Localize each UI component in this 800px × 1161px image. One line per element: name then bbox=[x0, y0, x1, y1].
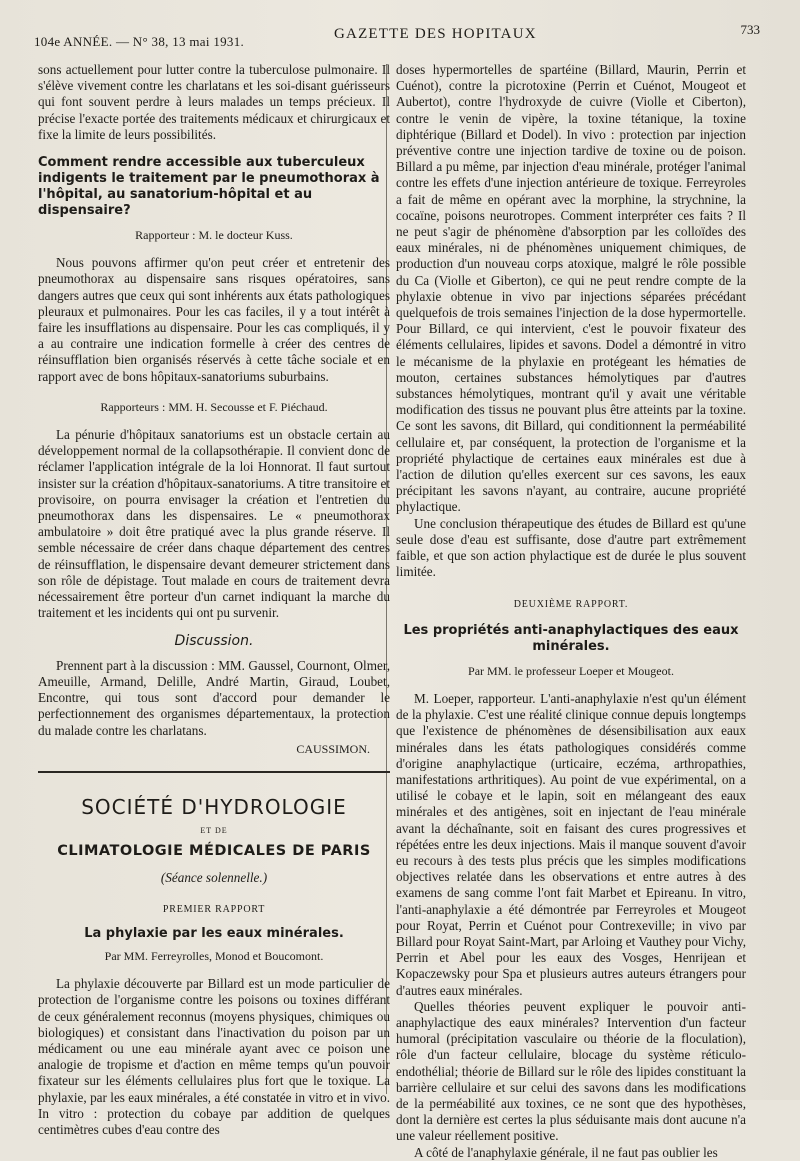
section-rule bbox=[38, 771, 390, 773]
section-heading: La phylaxie par les eaux minérales. bbox=[84, 925, 344, 941]
report-label: PREMIER RAPPORT bbox=[162, 903, 266, 915]
session-label: (Séance solennelle.) bbox=[160, 869, 268, 885]
paragraph: A côté de l'anaphylaxie générale, il ne faut pas oublier les bbox=[414, 1144, 718, 1160]
authors-line: Par MM. Ferreyrolles, Monod et Boucomont. bbox=[104, 948, 324, 963]
paragraph: M. Loeper, rapporteur. L'anti-anaphylaxie n'est qu'un élément de la phylaxie. C'est une réalité clinique connue depuis longtemps que l'existence de phénomènes de désensibilisation aux eaux minérales dans les états pathologiques considérés comme d'origine anaphylactique (urticaire, eczéma, arthropathies, manifestations arthritiques). Au point de vue expérimental, on a utilisé le cobaye et le lapin, soit en mélangeant des eaux minérales et des antigènes, soit en injectant de l'eau minérale avant la déchaînante, soit en faisant des cures progressives et répétées entre les deux injections. Mais il manque souvent d'avoir eu recours à des tests plus précis que les simples modifications objectives relatée dans les observations et entre autres à des examens de sang comme l'ont fait Marbet et Epireanu. In vitro, l'anti-anaphylaxie a été démontrée par Ferreyroles et Mougeot pour Royat, Perrin et Cuénot pour Contrexeville; in vivo par Billard pour Royat Saint-Mart, par Arloing et Vauthey pour Vichy, Perrin et Abel pour les eaux des Vosges, Henrijean et Kopaczewsky pour Spa et plusieurs autres auteurs étrangers pour d'autres eaux minérales. bbox=[396, 690, 746, 998]
section-heading: Les propriétés anti-anaphylactiques des eaux minérales. bbox=[403, 622, 739, 654]
society-title: SOCIÉTÉ D'HYDROLOGIE bbox=[81, 794, 347, 819]
left-column bbox=[38, 62, 390, 1138]
paragraph: sons actuellement pour lutter contre la tuberculose pulmonaire. Il s'élève vivement contre les charlatans et les soi-disant guérisseurs qui font souvent perdre à leurs malades un temps précieux. Il précise l'exacte portée des traitements médicaux et chirurgicaux et fixe la limite de leurs possibilités. bbox=[38, 62, 390, 142]
rapporteur-line: Rapporteurs : MM. H. Secousse et F. Piéchaud. bbox=[100, 399, 328, 414]
paragraph: doses hypermortelles de spartéine (Billard, Maurin, Perrin et Cuénot), contre la picrotoxine (Perrin et Cuénot, Mougeot et Aubertot), contre l'hydroxyde de cuivre (Violle et Ciberton), contre le venin de vipère, la toxine tétanique, la toxine diphtérique (Billard et Dodel). In vivo : protection par injection préventive contre une injection tardive de toxine ou de poison. Billard a pu même, par injection d'eau minérale, protéger l'animal contre les effets d'une injection antérieure de toxique. Ferreyroles a fait de même en opérant avec la morphine, la strychnine, la cocaïne, poisons neurotropes. Comment interpréter ces faits ? Il ne peut s'agir de phénomène d'absorption par les colloïdes des eaux minérales, ni de phénomènes uniquement chimiques, de production d'un nouveau corps atoxique, malgré le rôle possible du Ca (Violle et Giberton), ce qui ne peut rendre compte de la phylaxie obtenue in vivo par injections séparées précédant quelquefois de trois semaines l'injection de la dose hypermortelle. Pour Billard, ce qui intervient, c'est le pouvoir fixateur des éléments cellulaires, lipides et savons. Dodel a démontré in vitro le mécanisme de la phylaxie en protégeant les hématies de mouton, certaines substances hémolytiques par d'autres substances hémolytiques, montrant qu'il y avait une véritable modification des tissus ne pouvant plus être atteints par la toxine. Ce sont les savons, dit Billard, qui conditionnent la perméabilité cellulaire et, par conséquent, la protection de l'organisme et la propriété phylactique de certaines eaux minérales est due à l'action de dilution qu'elles exercent sur ces savons, les eaux précipitant les savons n'ayant, au contraire, aucune propriété phylactique. bbox=[396, 62, 746, 515]
paragraph: La phylaxie découverte par Billard est un mode particulier de protection de l'organisme contre les poisons ou toxines différant de ceux généralement reconnus (moyens physiques, chimiques ou biologiques) et consistant dans l'inactivation du poison par un médicament ou une eau minérale ayant avec ce poison une analogie de tropisme et d'action en même temps qu'un pouvoir fixateur sur les éléments cellulaires plus fort que le toxique. La phylaxie, par les eaux minérales, a été constatée in vitro et in vivo. In vitro : protection du cobaye par addition de quelques centimètres cubes d'eau contre des bbox=[38, 976, 390, 1137]
page-number: 733 bbox=[740, 22, 760, 37]
paragraph: Nous pouvons affirmer qu'on peut créer et entretenir des pneumothorax au dispensaire sans risques opératoires, sans dangers autres que ceux qui sont inhérents aux états pathologiques pleuraux et pulmonaires. Pour les cas faciles, il y a tout intérêt à faire les insufflations au dispensaire. Pour les cas compliqués, il y a au contraire une indication formelle à créer des centres de réinsufflation bien organisés réservés à cette tâche sociale et en rapport avec de bons hôpitaux-sanatoriums suburbains. bbox=[38, 255, 390, 384]
discussion-heading: Discussion. bbox=[174, 633, 254, 650]
society-connector: ET DE bbox=[200, 826, 228, 836]
paragraph: La pénurie d'hôpitaux sanatoriums est un obstacle certain au développement normal de la collapsothérapie. Il convient donc de réclamer l'application intégrale de la loi Honnorat. Il faut surtout insister sur la création d'hôpitaux-sanatoriums. A titre transitoire et provisoire, on pourra envisager la création et l'entretien du pneumothorax dans les dispensaires. Le « pneumothorax ambulatoire » doit être pratiqué avec la plus grande réserve. Il semble nécessaire de créer dans chaque département des centres de réinsufflation, le dispensaire devant demeurer strictement dans son rôle de dépistage. Tout malade en cours de traitement devra nécessairement être porteur d'un carnet indiquant la marche du traitement et les incidents qui ont pu survenir. bbox=[38, 427, 390, 621]
journal-title: GAZETTE DES HOPITAUX bbox=[334, 26, 537, 42]
authors-line: Par MM. le professeur Loeper et Mougeot. bbox=[468, 663, 674, 678]
issue-info: 104e ANNÉE. — N° 38, 13 mai 1931. bbox=[34, 34, 245, 49]
paragraph: Quelles théories peuvent expliquer le pouvoir anti-anaphylactique des eaux minérales? Intervention d'un facteur humoral (précipitation vasculaire ou théorie de la floculation), rôle d'un facteur cellulaire, blocage du système réticulo-endothélial; théorie de Billard sur le rôle des lipides constituant la barrière cellulaire et sur celui des savons dans les modifications de la perméabilité aux toxines, ce ne sont que des hypothèses, dont la dernière est certes la plus séduisante mais dont aucune n'a une valeur réellement positive. bbox=[396, 998, 746, 1144]
society-subtitle: CLIMATOLOGIE MÉDICALES DE PARIS bbox=[57, 843, 371, 860]
rapporteur-line: Rapporteur : M. le docteur Kuss. bbox=[135, 228, 293, 243]
page-header bbox=[34, 22, 760, 52]
report-label: DEUXIÈME RAPPORT. bbox=[513, 598, 629, 610]
right-column bbox=[396, 62, 746, 1161]
paragraph: Une conclusion thérapeutique des études de Billard est qu'une seule dose d'eau est suffisante, dose d'autre part extrêmement faible, et que son action phylactique est de durée le plus souvent limitée. bbox=[396, 515, 746, 580]
section-heading: Comment rendre accessible aux tuberculeux indigents le traitement par le pneumothorax à l'hôpital, au sanatorium-hôpital et au dispensaire? bbox=[38, 155, 380, 219]
signature: CAUSSIMON. bbox=[296, 741, 370, 756]
paragraph: Prennent part à la discussion : MM. Gaussel, Cournont, Olmer, Ameuille, Armand, Delille, André Martin, Giraud, Loubet, Encontre, qui tous sont d'accord pour demander le perfectionnement des organismes départementaux, la protection du malade contre les charlatans. bbox=[38, 657, 390, 738]
